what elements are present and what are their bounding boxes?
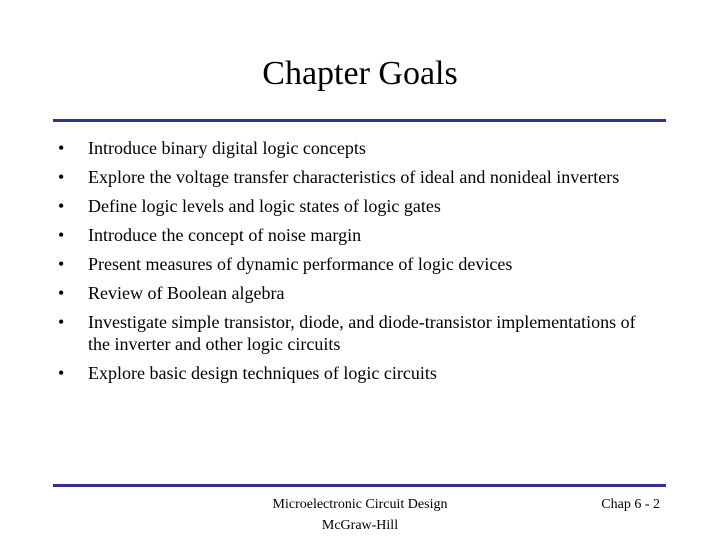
footer-publisher: McGraw-Hill <box>321 518 399 533</box>
page-number: Chap 6 - 2 <box>601 497 660 512</box>
footer-divider <box>53 484 666 487</box>
footer-credit <box>240 494 480 536</box>
bullet-text: Present measures of dynamic performance of logic devices <box>88 254 513 274</box>
bullet-item <box>58 166 658 188</box>
bullet-list <box>58 137 658 391</box>
bullet-icon: • <box>58 363 65 383</box>
bullet-item <box>58 137 658 159</box>
bullet-icon: • <box>58 138 65 158</box>
bullet-item <box>58 311 658 355</box>
bullet-text: Investigate simple transistor, diode, and diode-transistor implementations of the inverter and other logic circuits <box>88 312 636 354</box>
title-divider <box>53 119 666 122</box>
bullet-icon: • <box>58 167 65 187</box>
bullet-item <box>58 224 658 246</box>
bullet-icon: • <box>58 254 65 274</box>
bullet-text: Explore the voltage transfer characteristics of ideal and nonideal inverters <box>88 167 620 187</box>
bullet-text: Define logic levels and logic states of logic gates <box>88 196 441 216</box>
bullet-text: Introduce the concept of noise margin <box>88 225 362 245</box>
bullet-icon: • <box>58 283 65 303</box>
slide-title: Chapter Goals <box>262 55 458 92</box>
bullet-icon: • <box>58 225 65 245</box>
footer-book-title: Microelectronic Circuit Design <box>272 497 448 512</box>
bullet-item <box>58 362 658 384</box>
bullet-item <box>58 195 658 217</box>
bullet-icon: • <box>58 312 65 332</box>
bullet-item <box>58 253 658 275</box>
bullet-text: Introduce binary digital logic concepts <box>88 138 366 158</box>
bullet-icon: • <box>58 196 65 216</box>
bullet-text: Review of Boolean algebra <box>88 283 285 303</box>
bullet-item <box>58 282 658 304</box>
bullet-text: Explore basic design techniques of logic circuits <box>88 363 437 383</box>
